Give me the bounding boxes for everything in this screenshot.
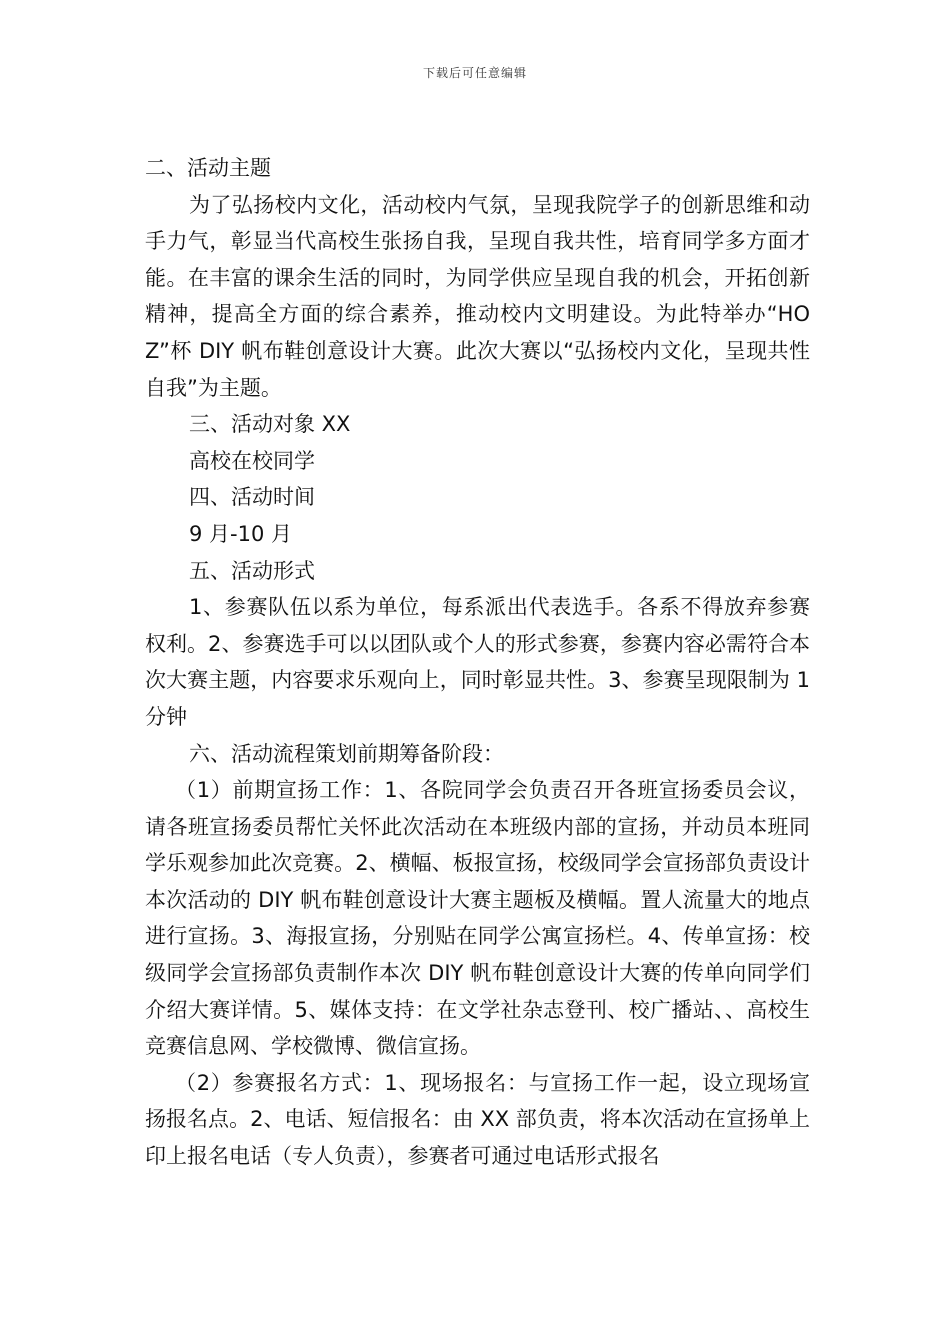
- body-paragraph: 9 月-10 月: [189, 521, 293, 546]
- body-paragraph: 为了弘扬校内文化，活动校内气氛，呈现我院学子的创新思维和动手力气，彰显当代高校生张扬自我，呈现自我共性，培育同学多方面才能。在丰富的课余生活的同时，为同学供应呈现自我的机会，开拓创新精神，提高全方面的综合素养，推动校内文明建设。为此特举办“HOZ”杯 DIY 帆布鞋创意设计大赛。此次大赛以“弘扬校内文化，呈现共性自我”为主题。: [145, 192, 810, 400]
- body-paragraph: 高校在校同学: [189, 448, 315, 473]
- section-heading: 五、活动形式: [189, 558, 315, 583]
- section-heading: 六、活动流程策划前期筹备阶段：: [189, 741, 504, 766]
- section-heading: 二、活动主题: [145, 156, 271, 180]
- body-paragraph: （1）前期宣扬工作：1、各院同学会负责召开各班宣扬委员会议，请各班宣扬委员帮忙关怀此次活动在本班级内部的宣扬，并动员本班同学乐观参加此次竞赛。2、横幅、板报宣扬，校级同学会宣扬部负责设计本次活动的 DIY 帆布鞋创意设计大赛主题板及横幅。置人流量大的地点进行宣扬。3、海报宣扬，分别贴在同学公寓宣扬栏。4、传单宣扬：校级同学会宣扬部负责制作本次 DIY 帆布鞋创意设计大赛的传单向同学们介绍大赛详情。5、媒体支持：在文学社杂志登刊、校广播站、、高校生竞赛信息网、学校微博、微信宣扬。: [145, 778, 810, 1059]
- section-heading: 三、活动对象 XX: [189, 412, 351, 437]
- body-paragraph: 1、参赛队伍以系为单位，每系派出代表选手。各系不得放弃参赛权利。2、参赛选手可以以团队或个人的形式参赛，参赛内容必需符合本次大赛主题，内容要求乐观向上，同时彰显共性。3、参赛呈现限制为 1 分钟: [145, 595, 810, 729]
- section-heading: 四、活动时间: [189, 485, 315, 510]
- page-header: 下载后可任意编辑: [422, 66, 527, 80]
- document-body: [145, 150, 810, 1175]
- body-paragraph: （2）参赛报名方式：1、现场报名：与宣扬工作一起，设立现场宣扬报名点。2、电话、短信报名：由 XX 部负责，将本次活动在宣扬单上印上报名电话（专人负责），参赛者可通过电话形式报名: [145, 1070, 810, 1169]
